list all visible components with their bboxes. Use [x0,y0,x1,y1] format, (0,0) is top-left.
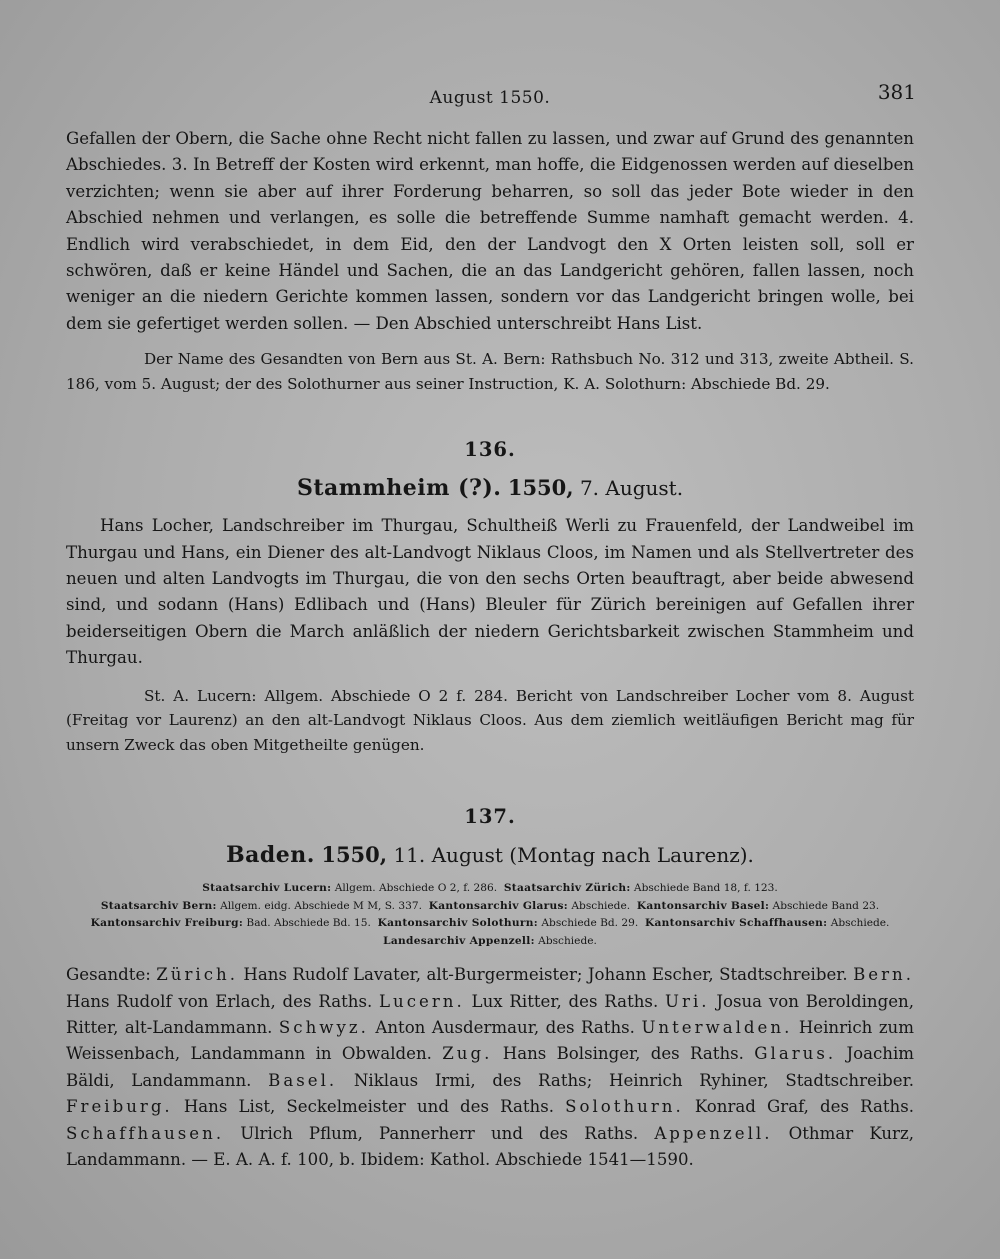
archive-source: Staatsarchiv Bern: Allgem. eidg. Abschiede M M, S. 337. [100,899,422,912]
envoys-paragraph: Gesandte: Zürich. Hans Rudolf Lavater, alt-Burgermeister; Johann Escher, Stadtschreiber. Bern. Hans Rudolf von Erlach, des Raths. Lucern. Lux Ritter, des Raths. Uri. Josua von Beroldingen, Ritter, alt-Landammann. Schwyz. Anton Ausdermaur, des Raths. Unterwalden. Heinrich zum Weissenbach, Landammann in Obwalden. Zug. Hans Bolsinger, des Raths. Glarus. Joachim Bäldi, Landammann. Basel. Niklaus Irmi, des Raths; Heinrich Ryhiner, Stadtschreiber. Freiburg. Hans List, Seckelmeister und des Raths. Solothurn. Konrad Graf, des Raths. Schaffhausen. Ulrich Pflum, Pannerherr und des Raths. Appenzell. Othmar Kurz, Landammann. — E. A. A. f. 100, b. Ibidem: Kathol. Abschiede 1541—1590. [66,965,915,1170]
continuation-source-note: Der Name des Gesandten von Bern aus St. A. Bern: Rathsbuch No. 312 und 313, zweite Abtheil. S. 186, vom 5. August; der des Solothurner aus seiner Instruction, K. A. Solothurn: Abschiede Bd. 29. [66,350,914,393]
archive-source: Kantonsarchiv Basel: Abschiede Band 23. [636,899,880,912]
entry-137-date: 11. August (Montag nach Laurenz). [393,843,754,868]
entry-136-date: 7. August. [579,476,684,501]
entry-136-place: Stammheim (?). [296,475,502,502]
canton-name: Schaffhausen. [66,1123,225,1143]
canton-name: Freiburg. [66,1097,173,1117]
archive-source: Kantonsarchiv Freiburg: Bad. Abschiede Bd. 15. [90,917,371,930]
archive-sources [66,880,914,950]
entry-136-year: 1550, [507,475,574,501]
canton-name: Unterwalden. [641,1018,793,1037]
canton-name: Glarus. [754,1044,837,1064]
entry-137-number: 137. [464,805,516,829]
canton-name: Zürich. [156,965,238,985]
canton-name: Bern. [853,965,915,985]
canton-name: Basel. [268,1070,338,1090]
entry-136-number: 136. [464,438,516,462]
entry-137-year: 1550, [321,842,388,868]
running-head [66,78,914,118]
canton-name: Lucern. [379,991,465,1011]
archive-source: Kantonsarchiv Schaffhausen: Abschiede. [645,917,890,930]
entry-137-heading [66,842,914,868]
entry-136-heading [66,475,914,501]
canton-name: Solothurn. [565,1097,684,1117]
running-head-title: August 1550. [429,88,551,108]
canton-name: Schwyz. [278,1018,369,1037]
archive-source: Kantonsarchiv Solothurn: Abschiede Bd. 29. [377,917,639,930]
canton-name: Appenzell. [654,1123,773,1143]
archive-source: Landesarchiv Appenzell: Abschiede. [383,934,597,947]
continuation-paragraph: Gefallen der Obern, die Sache ohne Recht nicht fallen zu lassen, und zwar auf Grund des genannten Abschiedes. 3. In Betreff der Kosten wird erkennt, man hoffe, die Eidgenossen werden auf dieselben verzichten; wenn sie aber auf ihrer Forderung beharren, so soll das jeder Bote wieder in den Abschied nehmen und verlangen, es solle die betreffende Summe namhaft gemacht werden. 4. Endlich wird verabschiedet, in dem Eid, den der Landvogt den X Orten leisten soll, soll er schwören, daß er keine Händel und Sachen, die an das Landgericht gehören, fallen lassen, noch weniger an die niedern Gerichte kommen lassen, sondern vor das Landgericht bringen wolle, bei dem sie gefertiget werden sollen. — Den Abschied unterschreibt Hans List. [66,129,914,333]
archive-source: Staatsarchiv Lucern: Allgem. Abschiede O 2, f. 286. [202,882,498,895]
page-number: 381 [877,80,916,104]
entry-136-source-note: St. A. Lucern: Allgem. Abschiede O 2 f. 284. Bericht von Landschreiber Locher vom 8. August (Freitag vor Laurenz) an den alt-Landvogt Niklaus Cloos. Aus dem ziemlich weitläufigen Bericht mag für unsern Zweck das oben Mitgetheilte genügen. [66,686,914,754]
entry-137-place: Baden. [226,842,315,869]
canton-name: Zug. [442,1044,493,1064]
archive-source: Kantonsarchiv Glarus: Abschiede. [428,899,631,912]
canton-name: Uri. [665,991,710,1011]
archive-source: Staatsarchiv Zürich: Abschiede Band 18, f. 123. [503,882,778,895]
entry-136-paragraph: Hans Locher, Landschreiber im Thurgau, Schultheiß Werli zu Frauenfeld, der Landweibel im Thurgau und Hans, ein Diener des alt-Landvogt Niklaus Cloos, im Namen und als Stellvertreter des neuen und alten Landvogts im Thurgau, die von den sechs Orten beauftragt, aber beide abwesend sind, und sodann (Hans) Edlibach und (Hans) Bleuler für Zürich bereinigen auf Gefallen ihrer beiderseitigen Obern die March anläßlich der niedern Gerichtsbarkeit zwischen Stammheim und Thurgau. [66,516,914,668]
